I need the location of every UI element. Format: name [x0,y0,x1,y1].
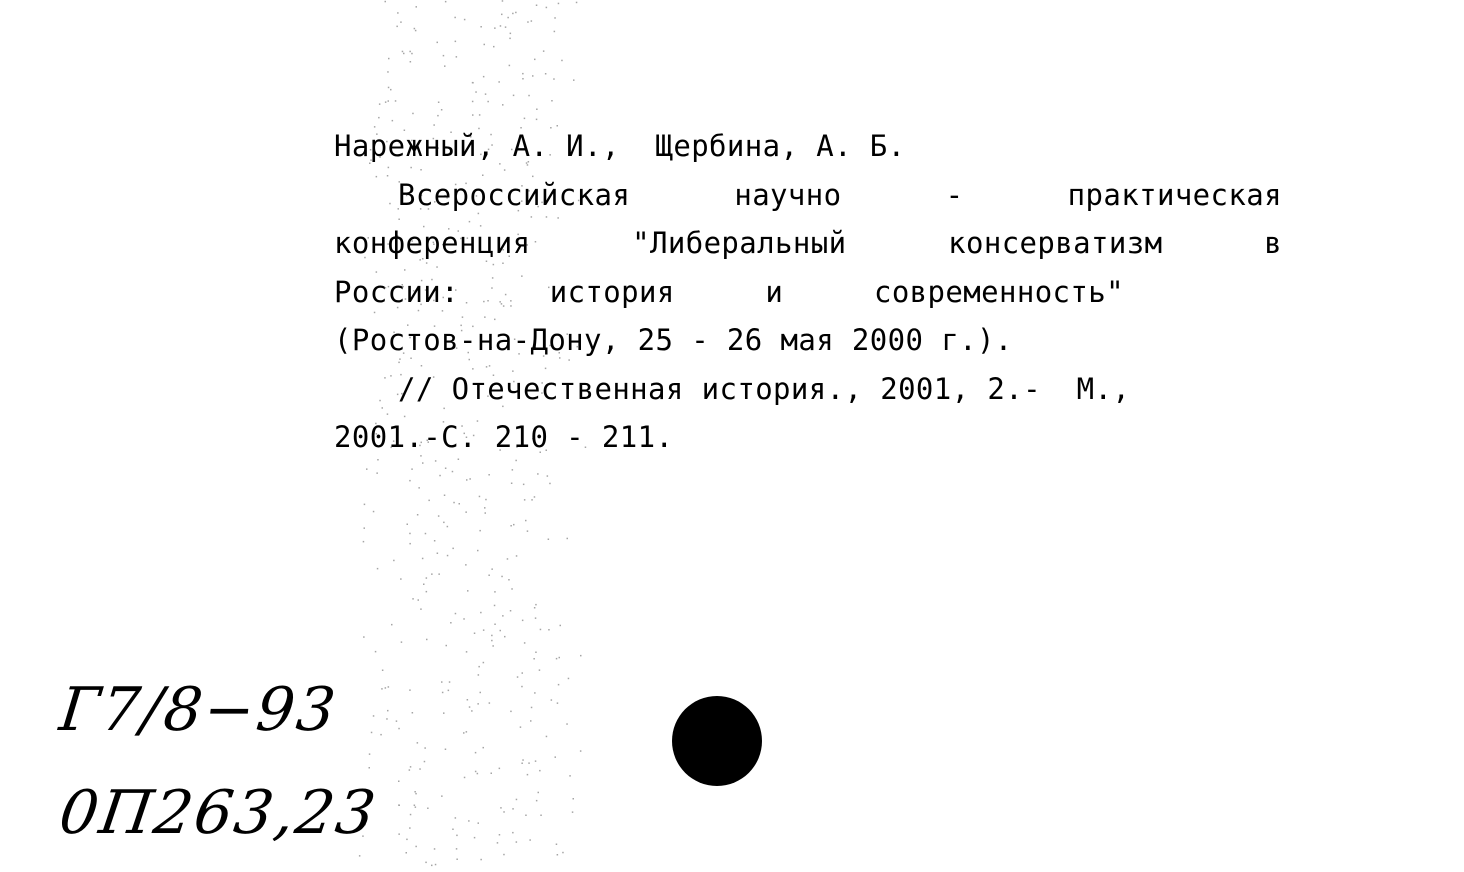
catalog-card-text [334,122,1282,462]
title-word: России: [334,274,460,309]
title-word: практическая [1067,177,1282,212]
punch-hole-icon [672,696,762,786]
title-word: - [945,177,964,212]
title-word: Всероссийская [398,177,631,212]
title-word: в [1264,226,1282,260]
title-word: конференция [334,226,531,260]
source-line-2: 2001.-С. 210 - 211. [334,420,674,454]
handwritten-classification-code: 0П263,23 [55,778,382,848]
title-line-2 [334,219,1282,268]
title-word: современность" [873,274,1124,309]
title-line-1 [334,171,1282,220]
title-word: консерватизм [948,226,1163,260]
title-word: "Либеральный [632,226,847,260]
authors-line: Нарежный, А. И., Щербина, А. Б. [334,129,906,163]
handwritten-shelf-code: Г7/8−93 [56,675,341,745]
title-word: история [549,274,675,309]
title-word: научно [734,177,842,212]
source-line-1: // Отечественная история., 2001, 2.- М., [398,371,1131,406]
conference-place-date: (Ростов-на-Дону, 25 - 26 мая 2000 г.). [334,323,1013,357]
title-line-3 [334,268,1124,317]
title-word: и [765,274,784,309]
